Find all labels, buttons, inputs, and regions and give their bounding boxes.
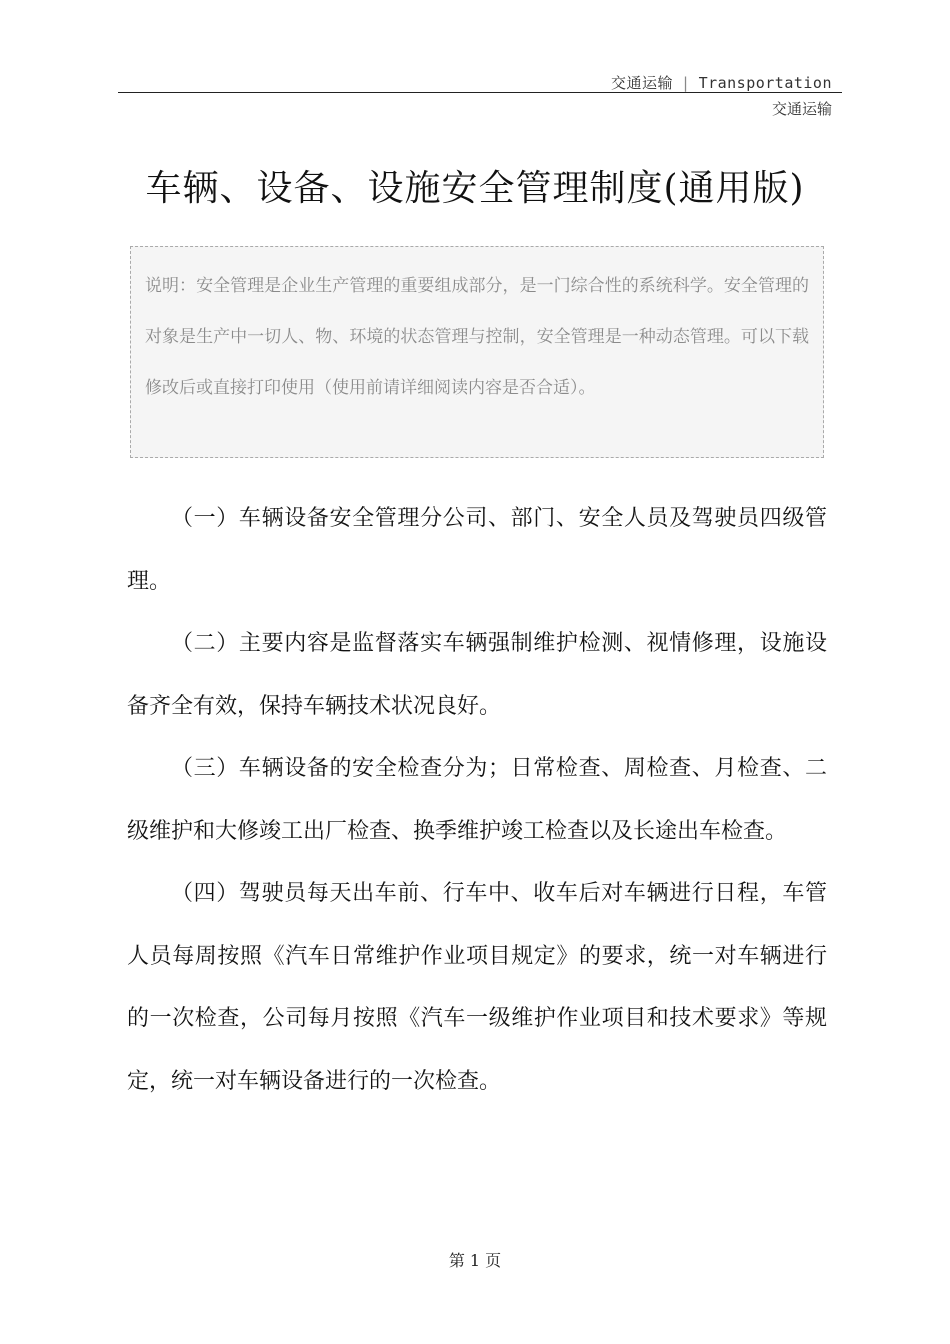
paragraph-3: （三）车辆设备的安全检查分为；日常检查、周检查、月检查、二级维护和大修竣工出厂检查、换季维护竣工检查以及长途出车检查。 (127, 756, 827, 844)
document-title: 车辆、设备、设施安全管理制度(通用版) (145, 168, 805, 209)
header-category (611, 72, 832, 93)
header-divider (118, 92, 842, 93)
paragraph-1: （一）车辆设备安全管理分公司、部门、安全人员及驾驶员四级管理。 (127, 506, 827, 594)
paragraph-2: （二）主要内容是监督落实车辆强制维护检测、视情修理，设施设备齐全有效，保持车辆技术状况良好。 (127, 631, 827, 719)
header-category-cn: 交通运输 (611, 74, 674, 92)
paragraph-4: （四）驾驶员每天出车前、行车中、收车后对车辆进行日程，车管人员每周按照《汽车日常维护作业项目规定》的要求，统一对车辆进行的一次检查，公司每月按照《汽车一级维护作业项目和技术要求》等规定，统一对车辆设备进行的一次检查。 (127, 881, 827, 1094)
header-category-en: Transportation (698, 74, 832, 92)
page-number: 第 1 页 (448, 1251, 502, 1270)
document-body (127, 488, 827, 1113)
description-box: 说明：安全管理是企业生产管理的重要组成部分，是一门综合性的系统科学。安全管理的对象是生产中一切人、物、环境的状态管理与控制，安全管理是一种动态管理。可以下载修改后或直接打印使用（使用前请详细阅读内容是否合适）。 (130, 246, 824, 458)
header-separator: | (681, 74, 691, 92)
header-subcategory: 交通运输 (771, 100, 832, 118)
